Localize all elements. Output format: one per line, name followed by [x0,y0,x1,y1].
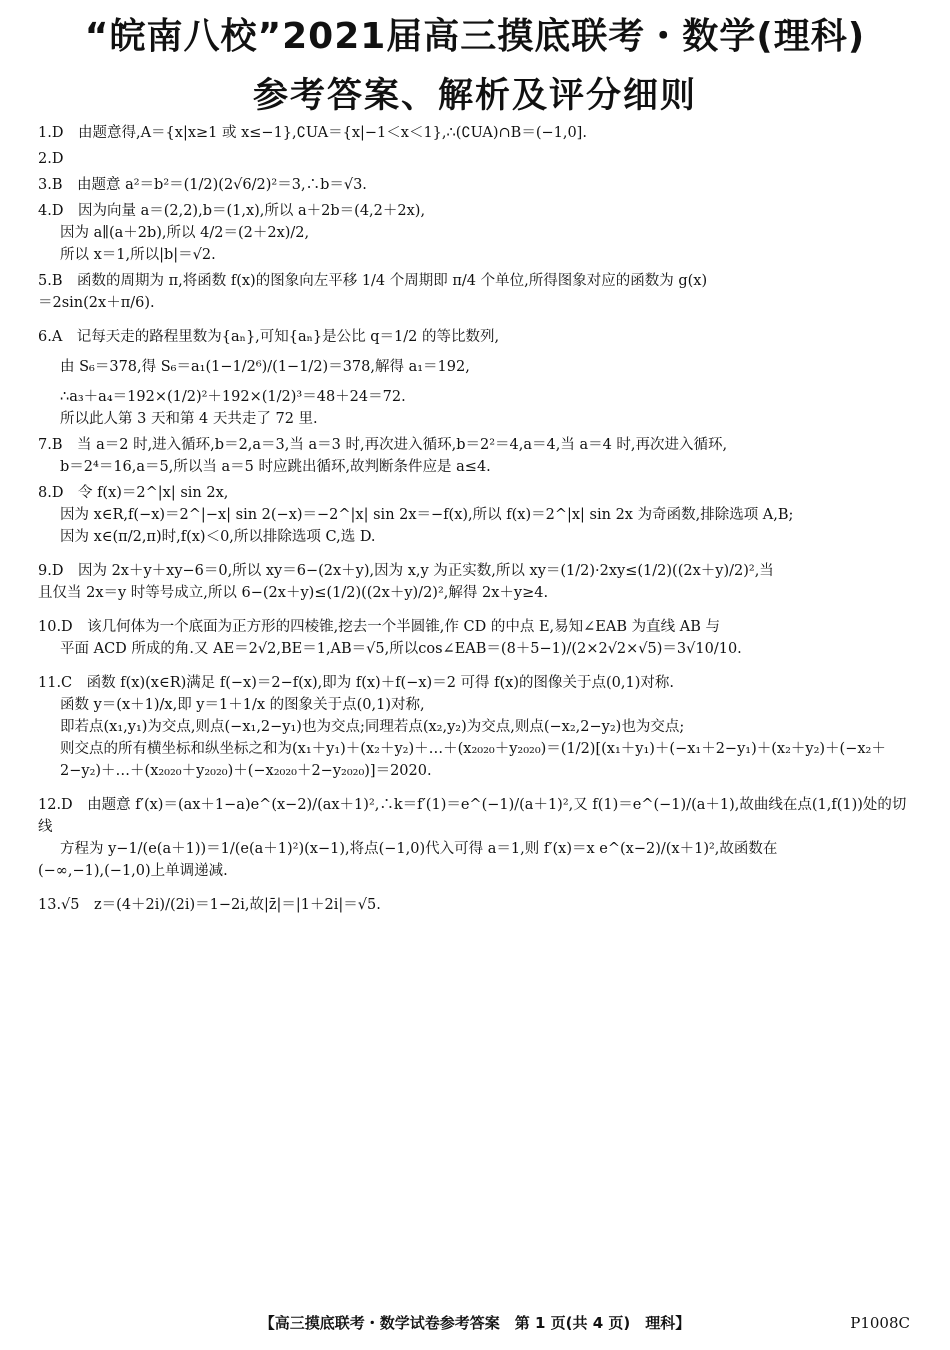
page-subtitle: 参考答案、解析及评分细则 [252,76,697,116]
answer-list [38,122,910,920]
answer-6 [38,326,910,430]
footer-text: 【高三摸底联考・数学试卷参考答案 第 1 页(共 4 页) 理科】 [259,1314,691,1332]
answer-12 [38,794,910,882]
answer-line: 因为 x∈R,f(−x)＝2^|−x| sin 2(−x)＝−2^|x| sin 2x＝−f(x),所以 f(x)＝2^|x| sin 2x 为奇函数,排除选项 A,B; [60,507,794,523]
answer-line: 因为 a∥(a＋2b),所以 4/2＝(2＋2x)/2, [60,225,310,241]
answer-line: (−∞,−1),(−1,0)上单调递减. [38,863,228,879]
answer-4 [38,200,910,266]
answer-line: 因为 x∈(π/2,π)时,f(x)＜0,所以排除选项 C,选 D. [60,529,376,545]
page-footer [0,1311,950,1335]
answer-10 [38,616,910,660]
answer-line: 方程为 y−1/(e(a＋1))＝1/(e(a＋1)²)(x−1),将点(−1,0)代入可得 a＝1,则 f′(x)＝x e^(x−2)/(x＋1)²,故函数在 [60,841,778,857]
answer-line: 函数 y＝(x＋1)/x,即 y＝1＋1/x 的图象关于点(0,1)对称, [60,697,425,713]
answer-2 [38,148,910,170]
answer-line: 4.D 因为向量 a＝(2,2),b＝(1,x),所以 a＋2b＝(4,2＋2x), [38,203,426,219]
answer-line: 8.D 令 f(x)＝2^|x| sin 2x, [38,485,229,501]
answer-9 [38,560,910,604]
answer-line: 1.D 由题意得,A＝{x|x≥1 或 x≤−1},∁UA＝{x|−1＜x＜1},∴(∁UA)∩B＝(−1,0]. [38,125,587,141]
answer-13 [38,894,910,916]
footer-code: P1008C [850,1314,910,1332]
answer-line: 6.A 记每天走的路程里数为{aₙ},可知{aₙ}是公比 q＝1/2 的等比数列, [38,329,500,345]
answer-1 [38,122,910,144]
page-title: “皖南八校”2021届高三摸底联考・数学(理科) [84,16,866,57]
answer-line: b＝2⁴＝16,a＝5,所以当 a＝5 时应跳出循环,故判断条件应是 a≤4. [60,459,491,475]
answer-line: 13.√5 z＝(4＋2i)/(2i)＝1−2i,故|z̄|＝|1＋2i|＝√5. [38,897,381,913]
answer-line: 2.D [38,151,64,167]
answer-line: 12.D 由题意 f′(x)＝(ax＋1−a)e^(x−2)/(ax＋1)²,∴k＝f′(1)＝e^(−1)/(a＋1)²,又 f(1)＝e^(−1)/(a＋1),故曲线在点(1,f(1))处的切线 [38,797,907,835]
answer-3 [38,174,910,196]
answer-8 [38,482,910,548]
answer-line: 5.B 函数的周期为 π,将函数 f(x)的图象向左平移 1/4 个周期即 π/4 个单位,所得图象对应的函数为 g(x) [38,273,708,289]
answer-line: 9.D 因为 2x＋y＋xy−6＝0,所以 xy＝6−(2x＋y),因为 x,y 为正实数,所以 xy＝(1/2)·2xy≤(1/2)((2x＋y)/2)²,当 [38,563,774,579]
answer-line: 7.B 当 a＝2 时,进入循环,b＝2,a＝3,当 a＝3 时,再次进入循环,b＝2²＝4,a＝4,当 a＝4 时,再次进入循环, [38,437,728,453]
answer-line: 由 S₆＝378,得 S₆＝a₁(1−1/2⁶)/(1−1/2)＝378,解得 a₁＝192, [60,359,470,375]
answer-line: 所以 x＝1,所以|b|＝√2. [60,247,216,263]
answer-line: 且仅当 2x＝y 时等号成立,所以 6−(2x＋y)≤(1/2)((2x＋y)/2)²,解得 2x＋y≥4. [38,585,549,601]
answer-line: 平面 ACD 所成的角.又 AE＝2√2,BE＝1,AB＝√5,所以cos∠EAB＝(8＋5−1)/(2×2√2×√5)＝3√10/10. [60,641,742,657]
answer-11 [38,672,910,782]
answer-line: 所以此人第 3 天和第 4 天共走了 72 里. [60,411,318,427]
answer-line: 3.B 由题意 a²＝b²＝(1/2)(2√6/2)²＝3,∴b＝√3. [38,177,367,193]
answer-7 [38,434,910,478]
answer-line: 则交点的所有横坐标和纵坐标之和为(x₁＋y₁)＋(x₂＋y₂)＋…＋(x₂₀₂₀＋y₂₀₂₀)＝(1/2)[(x₁＋y₁)＋(−x₁＋2−y₁)＋(x₂＋y₂)＋(−x₂＋2−y₂)＋…＋(x₂₀₂₀＋y₂₀₂₀)＋(−x₂₀₂₀＋2−y₂₀₂₀)]＝2020. [60,741,886,779]
answer-line: 即若点(x₁,y₁)为交点,则点(−x₁,2−y₁)也为交点;同理若点(x₂,y₂)为交点,则点(−x₂,2−y₂)也为交点; [60,719,685,735]
answer-5 [38,270,910,314]
answer-line: ＝2sin(2x＋π/6). [38,295,155,311]
answer-line: 11.C 函数 f(x)(x∈R)满足 f(−x)＝2−f(x),即为 f(x)＋f(−x)＝2 可得 f(x)的图像关于点(0,1)对称. [38,675,674,691]
answer-line: 10.D 该几何体为一个底面为正方形的四棱锥,挖去一个半圆锥,作 CD 的中点 E,易知∠EAB 为直线 AB 与 [38,619,720,635]
answer-line: ∴a₃＋a₄＝192×(1/2)²＋192×(1/2)³＝48＋24＝72. [60,389,406,405]
